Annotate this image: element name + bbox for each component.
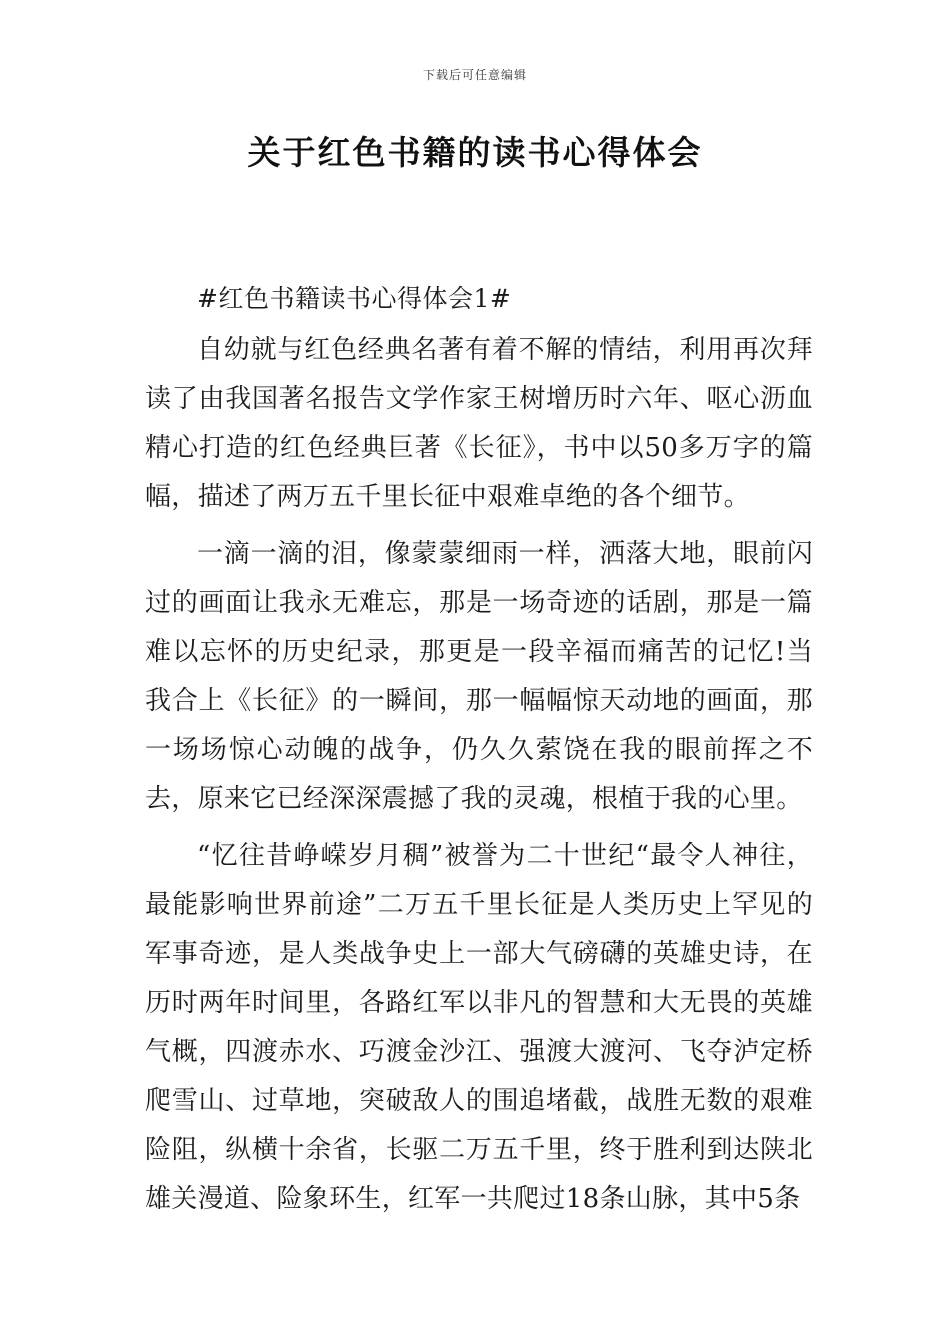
section-heading: #红色书籍读书心得体会1# bbox=[197, 284, 512, 313]
paragraph-1: 自幼就与红色经典名著有着不解的情结，利用再次拜读了由我国著名报告文学作家王树增历时六年、呕心沥血精心打造的红色经典巨著《长征》，书中以50多万字的篇幅，描述了两万五千里长征中艰难卓绝的各个细节。 bbox=[145, 335, 813, 512]
paragraph-2: 一滴一滴的泪，像蒙蒙细雨一样，洒落大地，眼前闪过的画面让我永无难忘，那是一场奇迹的话剧，那是一篇难以忘怀的历史纪录，那更是一段辛福而痛苦的记忆!当我合上《长征》的一瞬间，那一幅幅惊天动地的画面，那一场场惊心动魄的战争，仍久久萦饶在我的眼前挥之不去，原来它已经深深震撼了我的灵魂，根植于我的心里。 bbox=[145, 539, 813, 814]
paragraph-3: “忆往昔峥嵘岁月稠”被誉为二十世纪“最令人神往，最能影响世界前途”二万五千里长征是人类历史上罕见的军事奇迹，是人类战争史上一部大气磅礴的英雄史诗，在历时两年时间里，各路红军以非凡的智慧和大无畏的英雄气概，四渡赤水、巧渡金沙江、强渡大渡河、飞夺泸定桥爬雪山、过草地，突破敌人的围追堵截，战胜无数的艰难险阻，纵横十余省，长驱二万五千里，终于胜利到达陕北雄关漫道、险象环生，红军一共爬过18条山脉，其中5条 bbox=[145, 841, 813, 1214]
header-note: 下载后可任意编辑 bbox=[422, 68, 527, 82]
document-body bbox=[145, 276, 813, 1232]
document-title: 关于红色书籍的读书心得体会 bbox=[247, 133, 703, 172]
